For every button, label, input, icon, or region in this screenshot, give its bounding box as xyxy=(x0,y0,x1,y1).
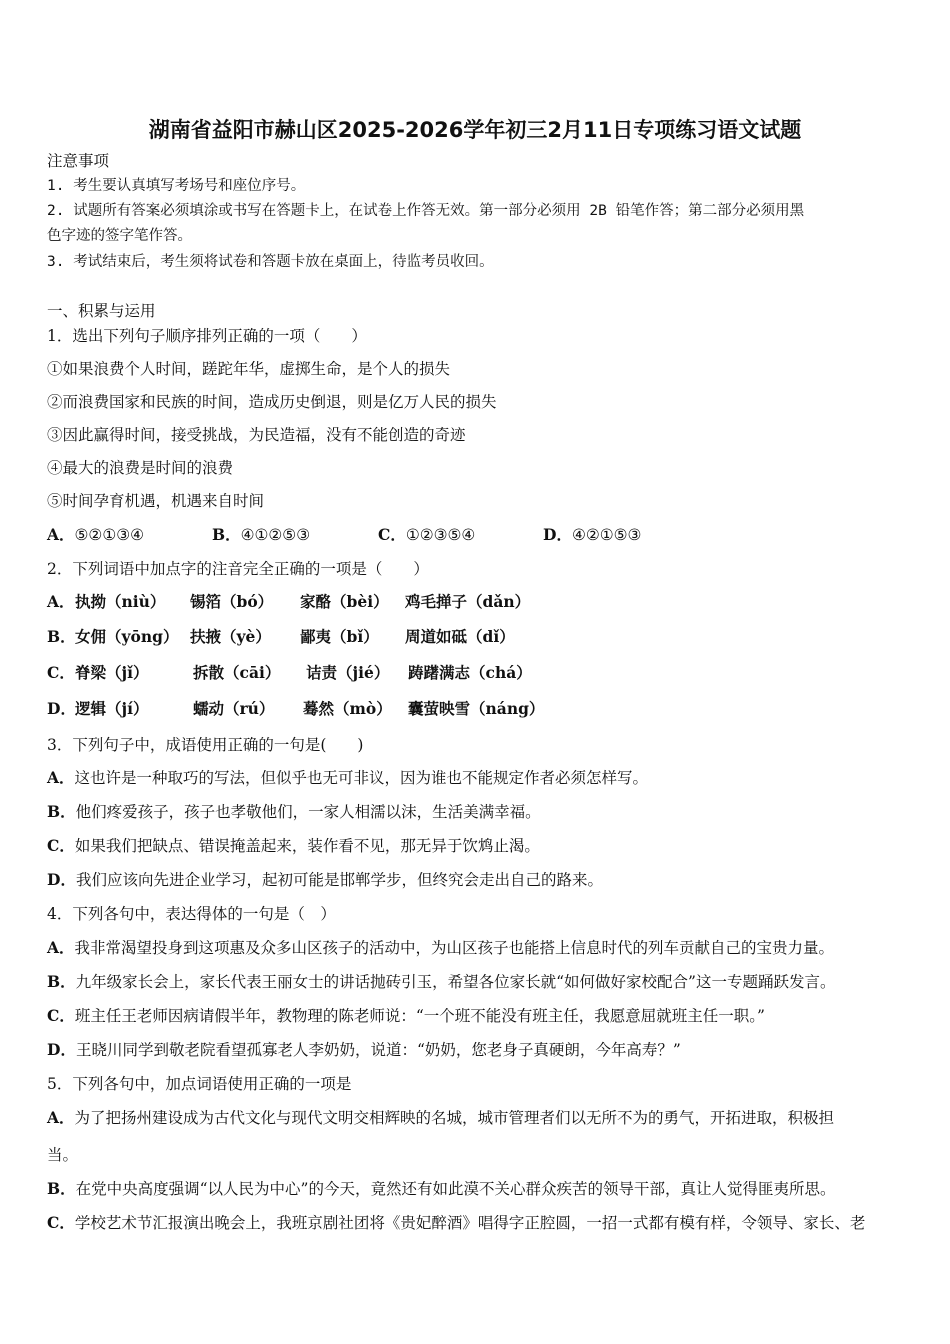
option-label: A． xyxy=(47,938,75,957)
option-word: 扶掖（yè） xyxy=(190,627,271,646)
option-label: A． xyxy=(47,1108,75,1127)
option xyxy=(543,525,641,545)
option xyxy=(47,836,540,856)
sentence-item: ③因此赢得时间，接受挑战，为民造福，没有不能创造的奇迹 xyxy=(47,426,466,444)
option xyxy=(378,525,475,545)
option xyxy=(47,1179,835,1199)
option-text: ⑤②①③④ xyxy=(74,526,145,544)
option xyxy=(47,768,648,788)
option-label: D． xyxy=(47,870,76,889)
option-text: 学校艺术节汇报演出晚会上，我班京剧社团将《贵妃醉酒》唱得字正腔圆，一招一式都有模有样，令领导、家长、老 xyxy=(74,1214,866,1232)
option-text: 我们应该向先进企业学习，起初可能是邯郸学步，但终究会走出自己的路来。 xyxy=(75,871,603,889)
option-text: ④②①⑤③ xyxy=(571,526,642,544)
option-text: 为了把扬州建设成为古代文化与现代文明交相辉映的名城，城市管理者们以无所不为的勇气，开拓进取，积极担 xyxy=(74,1109,835,1127)
option-text: 在党中央高度强调“以人民为中心”的今天，竟然还有如此漠不关心群众疾苦的领导干部，真让人觉得匪夷所思。 xyxy=(75,1180,836,1198)
sentence-item: ①如果浪费个人时间，蹉跎年华，虚掷生命，是个人的损失 xyxy=(47,360,451,378)
option xyxy=(47,1006,765,1026)
option-word: 诘责（jié） xyxy=(306,663,390,682)
question-stem: 2．下列词语中加点字的注音完全正确的一项是（ ） xyxy=(47,560,429,578)
option-word: 踌躇满志（chá） xyxy=(408,663,532,682)
notice-item: 3. 考试结束后，考生须将试卷和答题卡放在桌面上，待监考员收回。 xyxy=(47,254,494,270)
option xyxy=(47,870,603,890)
option-word: 囊萤映雪（náng） xyxy=(408,699,545,718)
option-text-continued: 当。 xyxy=(47,1146,79,1164)
sentence-item: ⑤时间孕育机遇，机遇来自时间 xyxy=(47,492,265,510)
option-word: 锡箔（bó） xyxy=(190,592,274,611)
option xyxy=(212,525,310,545)
page-title: 湖南省益阳市赫山区2025-2026学年初三2月11日专项练习语文试题 xyxy=(148,118,802,142)
question-stem: 5．下列各句中，加点词语使用正确的一项是 xyxy=(47,1075,352,1093)
option-label: B． xyxy=(47,802,76,821)
option-label: D． xyxy=(47,1040,76,1059)
option xyxy=(47,802,541,822)
option xyxy=(47,938,834,958)
notice-item: 色字迹的签字笔作答。 xyxy=(47,228,192,244)
option-label: D． xyxy=(47,699,76,718)
option-text: 我非常渴望投身到这项惠及众多山区孩子的活动中，为山区孩子也能搭上信息时代的列车贡献自己的宝贵力量。 xyxy=(74,939,835,957)
question-stem: 3．下列句子中，成语使用正确的一句是( ) xyxy=(47,736,364,754)
question-stem: 4．下列各句中，表达得体的一句是（ ） xyxy=(47,905,336,923)
option-label: C． xyxy=(47,836,75,855)
question-stem: 1．选出下列句子顺序排列正确的一项（ ） xyxy=(47,327,367,345)
sentence-item: ②而浪费国家和民族的时间，造成历史倒退，则是亿万人民的损失 xyxy=(47,393,497,411)
option-word: 家酪（bèi） xyxy=(300,592,389,611)
option-label: A． xyxy=(47,592,75,611)
option-text: ①②③⑤④ xyxy=(405,526,476,544)
notice-item: 2. 试题所有答案必须填涂或书写在答题卡上，在试卷上作答无效。第一部分必须用 2B 铅笔作答；第二部分必须用黑 xyxy=(47,203,805,219)
option-text: ④①②⑤③ xyxy=(240,526,311,544)
option-label: A． xyxy=(47,525,75,544)
option-text: 王晓川同学到敬老院看望孤寡老人李奶奶，说道：“奶奶，您老身子真硬朗，今年高寿？” xyxy=(75,1041,681,1059)
option-label: A． xyxy=(47,768,75,787)
option-text: 他们疼爱孩子，孩子也孝敬他们，一家人相濡以沫，生活美满幸福。 xyxy=(75,803,541,821)
option-label: B． xyxy=(47,1179,76,1198)
notice-item: 1. 考生要认真填写考场号和座位序号。 xyxy=(47,178,306,194)
option-label: D． xyxy=(543,525,572,544)
option-text: 九年级家长会上，家长代表王丽女士的讲话抛砖引玉，希望各位家长就“如何做好家校配合”这一专题踊跃发言。 xyxy=(75,973,836,991)
option-text: 班主任王老师因病请假半年，教物理的陈老师说：“一个班不能没有班主任，我愿意屈就班主任一职。” xyxy=(74,1007,765,1025)
option-label: B． xyxy=(212,525,241,544)
option xyxy=(47,972,835,992)
option-label: B． xyxy=(47,627,76,646)
option-word: 鸡毛掸子（dǎn） xyxy=(405,592,531,611)
option xyxy=(47,1213,865,1233)
option-label: C． xyxy=(47,1213,75,1232)
option-word: 脊梁（jǐ） xyxy=(75,663,149,682)
option-word: 女佣（yōng） xyxy=(75,627,179,646)
option-text: 如果我们把缺点、错误掩盖起来，装作看不见，那无异于饮鸩止渴。 xyxy=(74,837,540,855)
option xyxy=(47,1040,681,1060)
option-label: C． xyxy=(47,663,75,682)
option-label: C． xyxy=(378,525,406,544)
notice-heading: 注意事项 xyxy=(47,152,110,170)
option-word: 逻辑（jí） xyxy=(75,699,149,718)
sentence-item: ④最大的浪费是时间的浪费 xyxy=(47,459,234,477)
option-word: 周道如砥（dǐ） xyxy=(405,627,515,646)
option xyxy=(47,525,144,545)
option-text: 这也许是一种取巧的写法，但似乎也无可非议，因为谁也不能规定作者必须怎样写。 xyxy=(74,769,649,787)
option-word: 鄙夷（bǐ） xyxy=(300,627,379,646)
option-word: 执拗（niù） xyxy=(75,592,166,611)
section-heading: 一、积累与运用 xyxy=(47,302,156,320)
option-word: 蓦然（mò） xyxy=(303,699,392,718)
option xyxy=(47,1108,834,1128)
option-label: C． xyxy=(47,1006,75,1025)
option-word: 拆散（cāi） xyxy=(193,663,281,682)
option-word: 蠕动（rú） xyxy=(193,699,275,718)
option-label: B． xyxy=(47,972,76,991)
